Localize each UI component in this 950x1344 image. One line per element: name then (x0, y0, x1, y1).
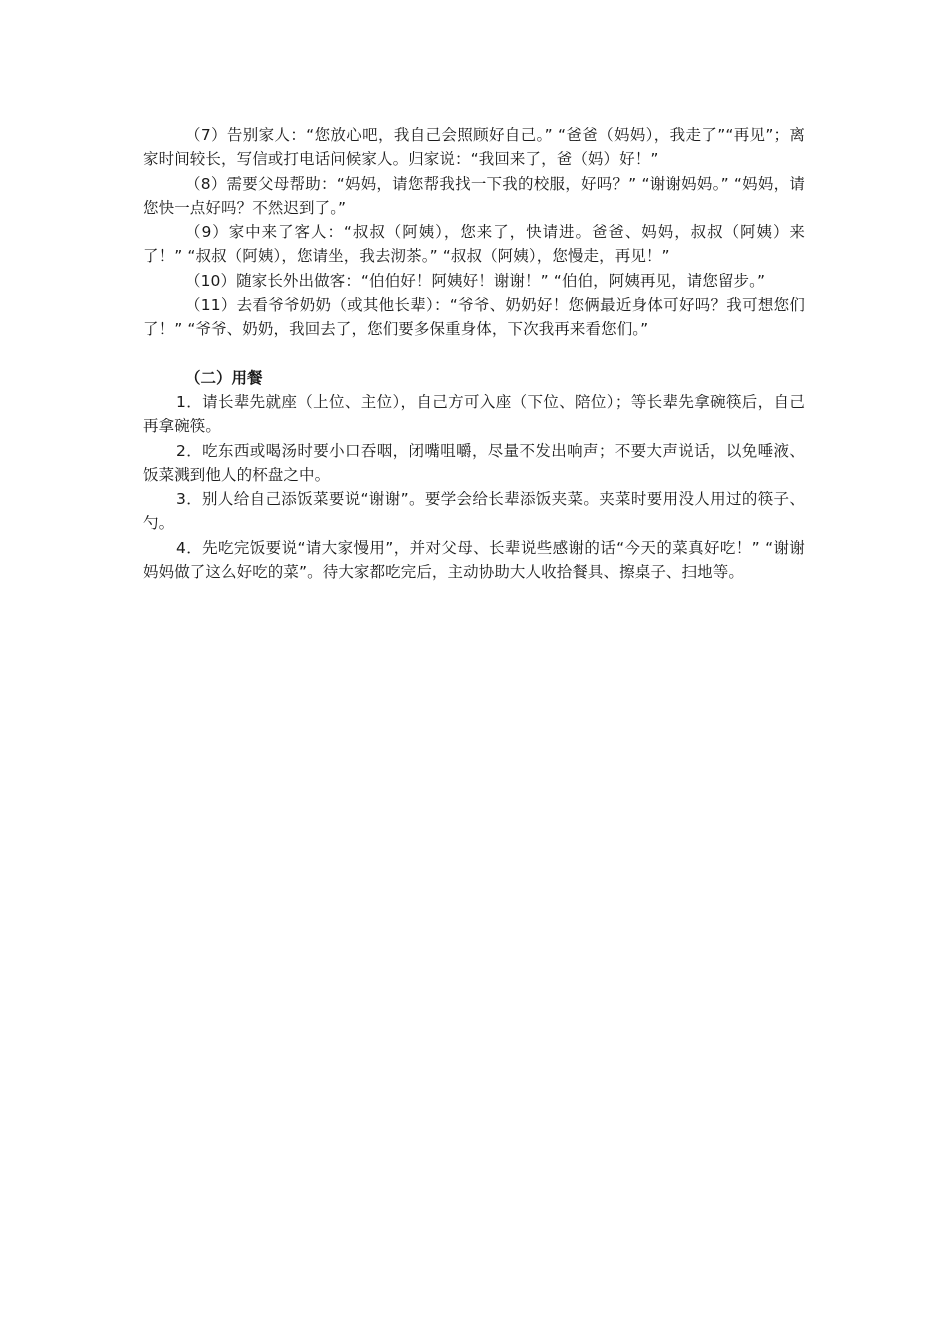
dining-item-4: 4．先吃完饭要说“请大家慢用”，并对父母、长辈说些感谢的话“今天的菜真好吃！” “谢谢妈妈做了这么好吃的菜”。待大家都吃完后，主动协助大人收拾餐具、擦桌子、扫地等。 (143, 538, 805, 582)
section-heading-dining: （二）用餐 (185, 368, 263, 387)
greeting-paragraph-7: （7）告别家人：“您放心吧，我自己会照顾好自己。” “爸爸（妈妈），我走了”“再见”；离家时间较长，写信或打电话问候家人。归家说：“我回来了，爸（妈）好！” (143, 126, 805, 169)
greeting-paragraph-11: （11）去看爷爷奶奶（或其他长辈）：“爷爷、奶奶好！您俩最近身体可好吗？我可想您们了！” “爷爷、奶奶，我回去了，您们要多保重身体，下次我再来看您们。” (143, 296, 805, 339)
greeting-paragraph-9: （9）家中来了客人：“叔叔（阿姨），您来了，快请进。爸爸、妈妈，叔叔（阿姨）来了！” “叔叔（阿姨），您请坐，我去沏茶。” “叔叔（阿姨），您慢走，再见！” (143, 223, 805, 266)
dining-item-1: 1．请长辈先就座（上位、主位），自己方可入座（下位、陪位）；等长辈先拿碗筷后，自己再拿碗筷。 (143, 392, 805, 436)
dining-item-2: 2．吃东西或喝汤时要小口吞咽，闭嘴咀嚼，尽量不发出响声；不要大声说话，以免唾液、饭菜溅到他人的杯盘之中。 (143, 441, 805, 484)
dining-item-3: 3．别人给自己添饭菜要说“谢谢”。要学会给长辈添饭夹菜。夹菜时要用没人用过的筷子、勺。 (143, 490, 805, 533)
section-gap (143, 342, 805, 366)
document-page (143, 123, 805, 584)
greeting-paragraph-10: （10）随家长外出做客：“伯伯好！阿姨好！谢谢！” “伯伯，阿姨再见，请您留步。” (185, 271, 766, 290)
greeting-paragraph-8: （8）需要父母帮助：“妈妈，请您帮我找一下我的校服，好吗？” “谢谢妈妈。” “妈妈，请您快一点好吗？不然迟到了。” (143, 174, 805, 217)
